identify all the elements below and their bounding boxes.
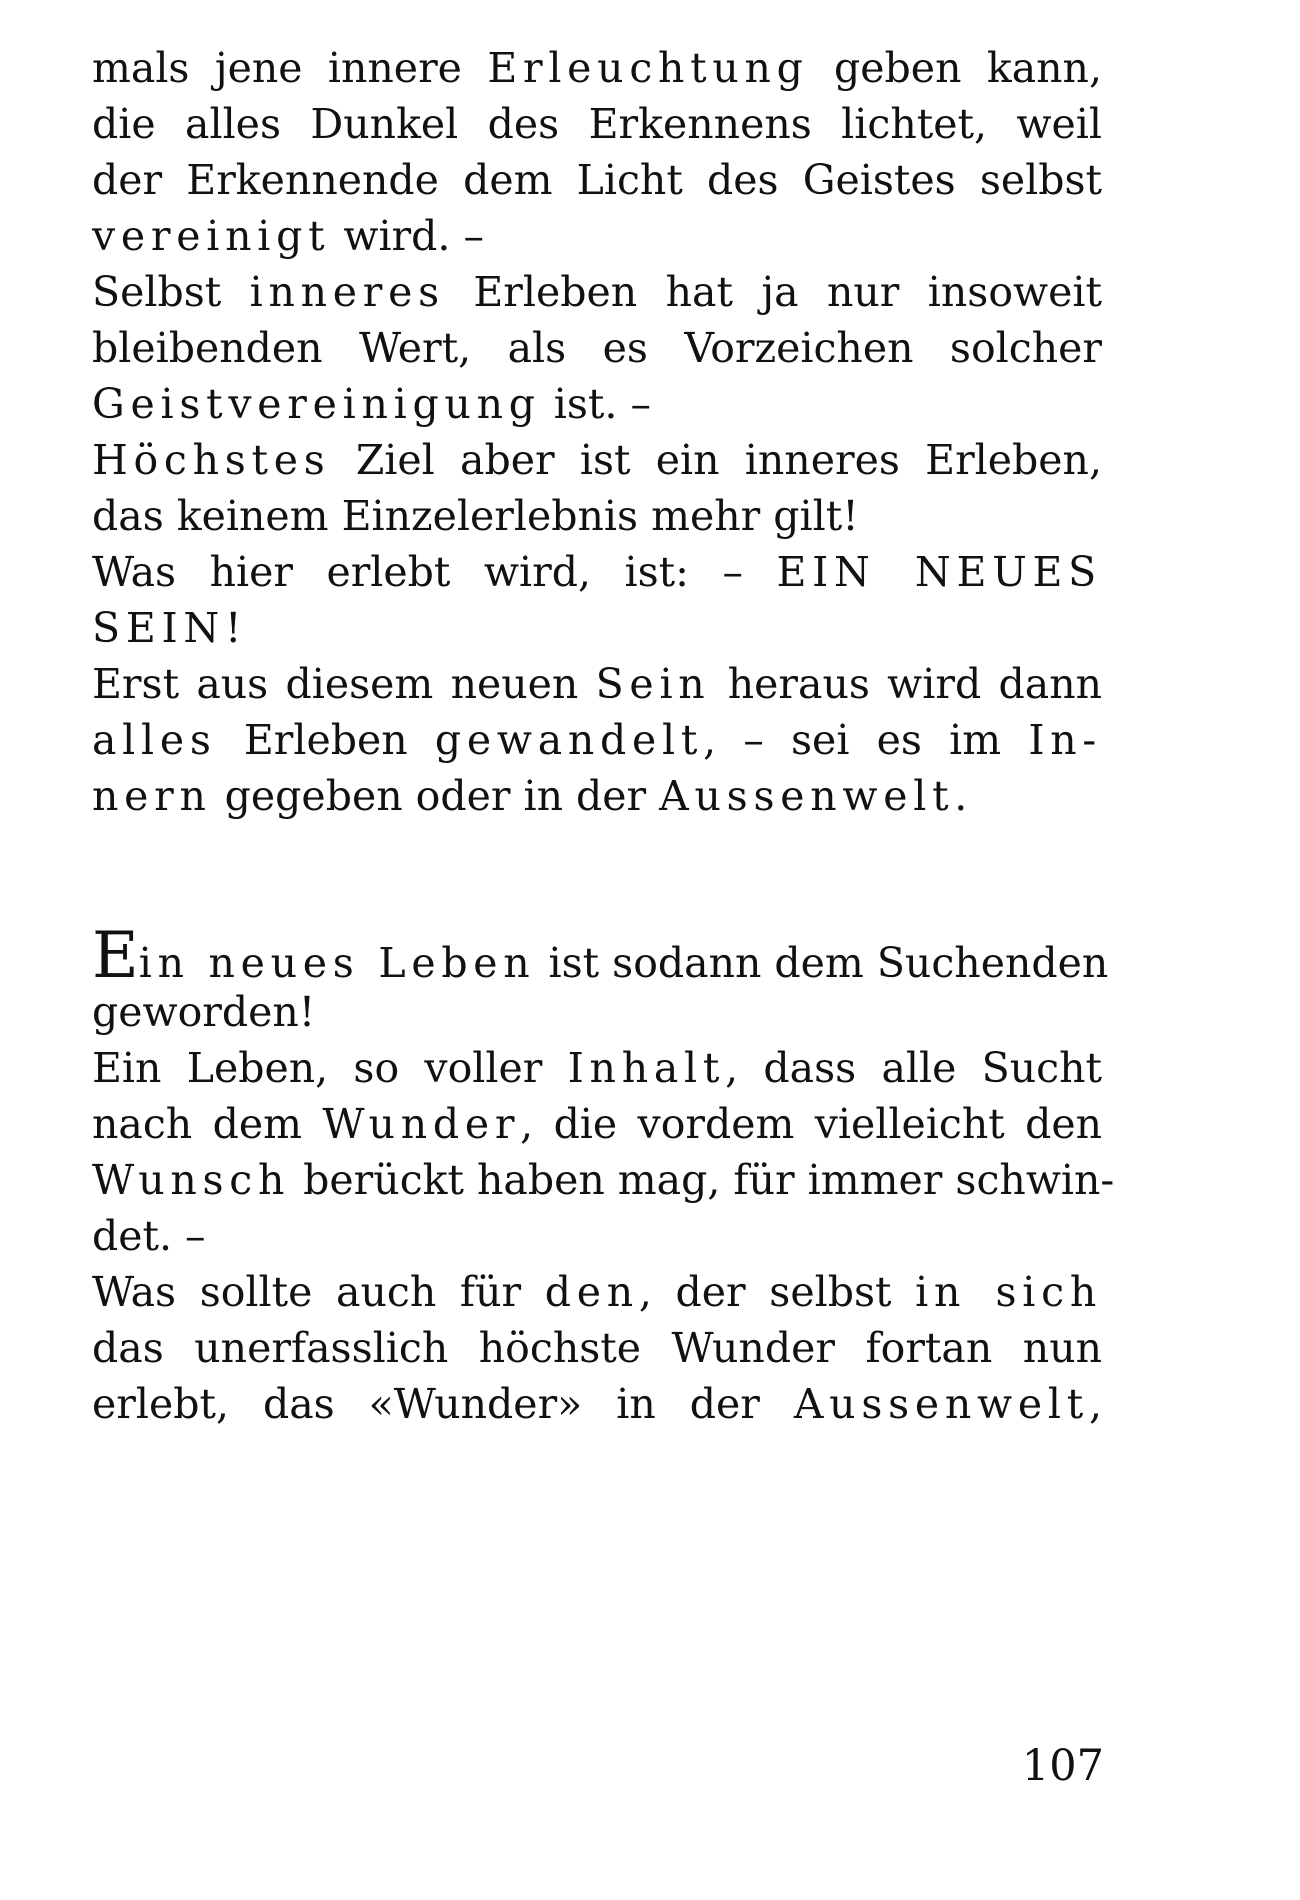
text-line: nern gegeben oder in der Aussenwelt. <box>92 772 968 820</box>
text-line: Höchstes Ziel aber ist ein inneres Erleben, <box>92 436 1102 484</box>
text-line: Selbst inneres Erleben hat ja nur insoweit <box>92 268 1102 316</box>
text-line: Ein neues Leben ist sodann dem Suchenden <box>92 919 1109 993</box>
text-line: alles Erleben gewandelt, – sei es im In- <box>92 716 1102 764</box>
text-line: Was sollte auch für den, der selbst in sich <box>92 1268 1103 1316</box>
text-line: Erst aus diesem neuen Sein heraus wird dann <box>92 660 1102 708</box>
text-line: geworden! <box>92 988 316 1036</box>
text-line: Ein Leben, so voller Inhalt, dass alle Sucht <box>92 1044 1102 1092</box>
initial-letter: E <box>92 919 139 993</box>
text-line: SEIN! <box>92 604 248 652</box>
text-line: mals jene innere Erleuchtung geben kann, <box>92 44 1102 92</box>
text-line: det. – <box>92 1212 206 1260</box>
text-line: Wunsch berückt haben mag, für immer schwin- <box>92 1156 1115 1204</box>
text-line: das keinem Einzelerlebnis mehr gilt! <box>92 492 859 540</box>
text-line: das unerfasslich höchste Wunder fortan nun <box>92 1324 1102 1372</box>
page-number: 107 <box>1021 1741 1104 1791</box>
text-line: nach dem Wunder, die vordem vielleicht den <box>92 1100 1102 1148</box>
text-line: Was hier erlebt wird, ist: – EIN NEUES <box>92 548 1102 596</box>
text-line: die alles Dunkel des Erkennens lichtet, weil <box>92 100 1102 148</box>
text-line: Geistvereinigung ist. – <box>92 380 651 428</box>
text-line: erlebt, das «Wunder» in der Aussenwelt, <box>92 1380 1102 1428</box>
text-line: vereinigt wird. – <box>92 212 484 260</box>
text-line: bleibenden Wert, als es Vorzeichen solcher <box>92 324 1102 372</box>
text-line: der Erkennende dem Licht des Geistes selbst <box>92 156 1102 204</box>
